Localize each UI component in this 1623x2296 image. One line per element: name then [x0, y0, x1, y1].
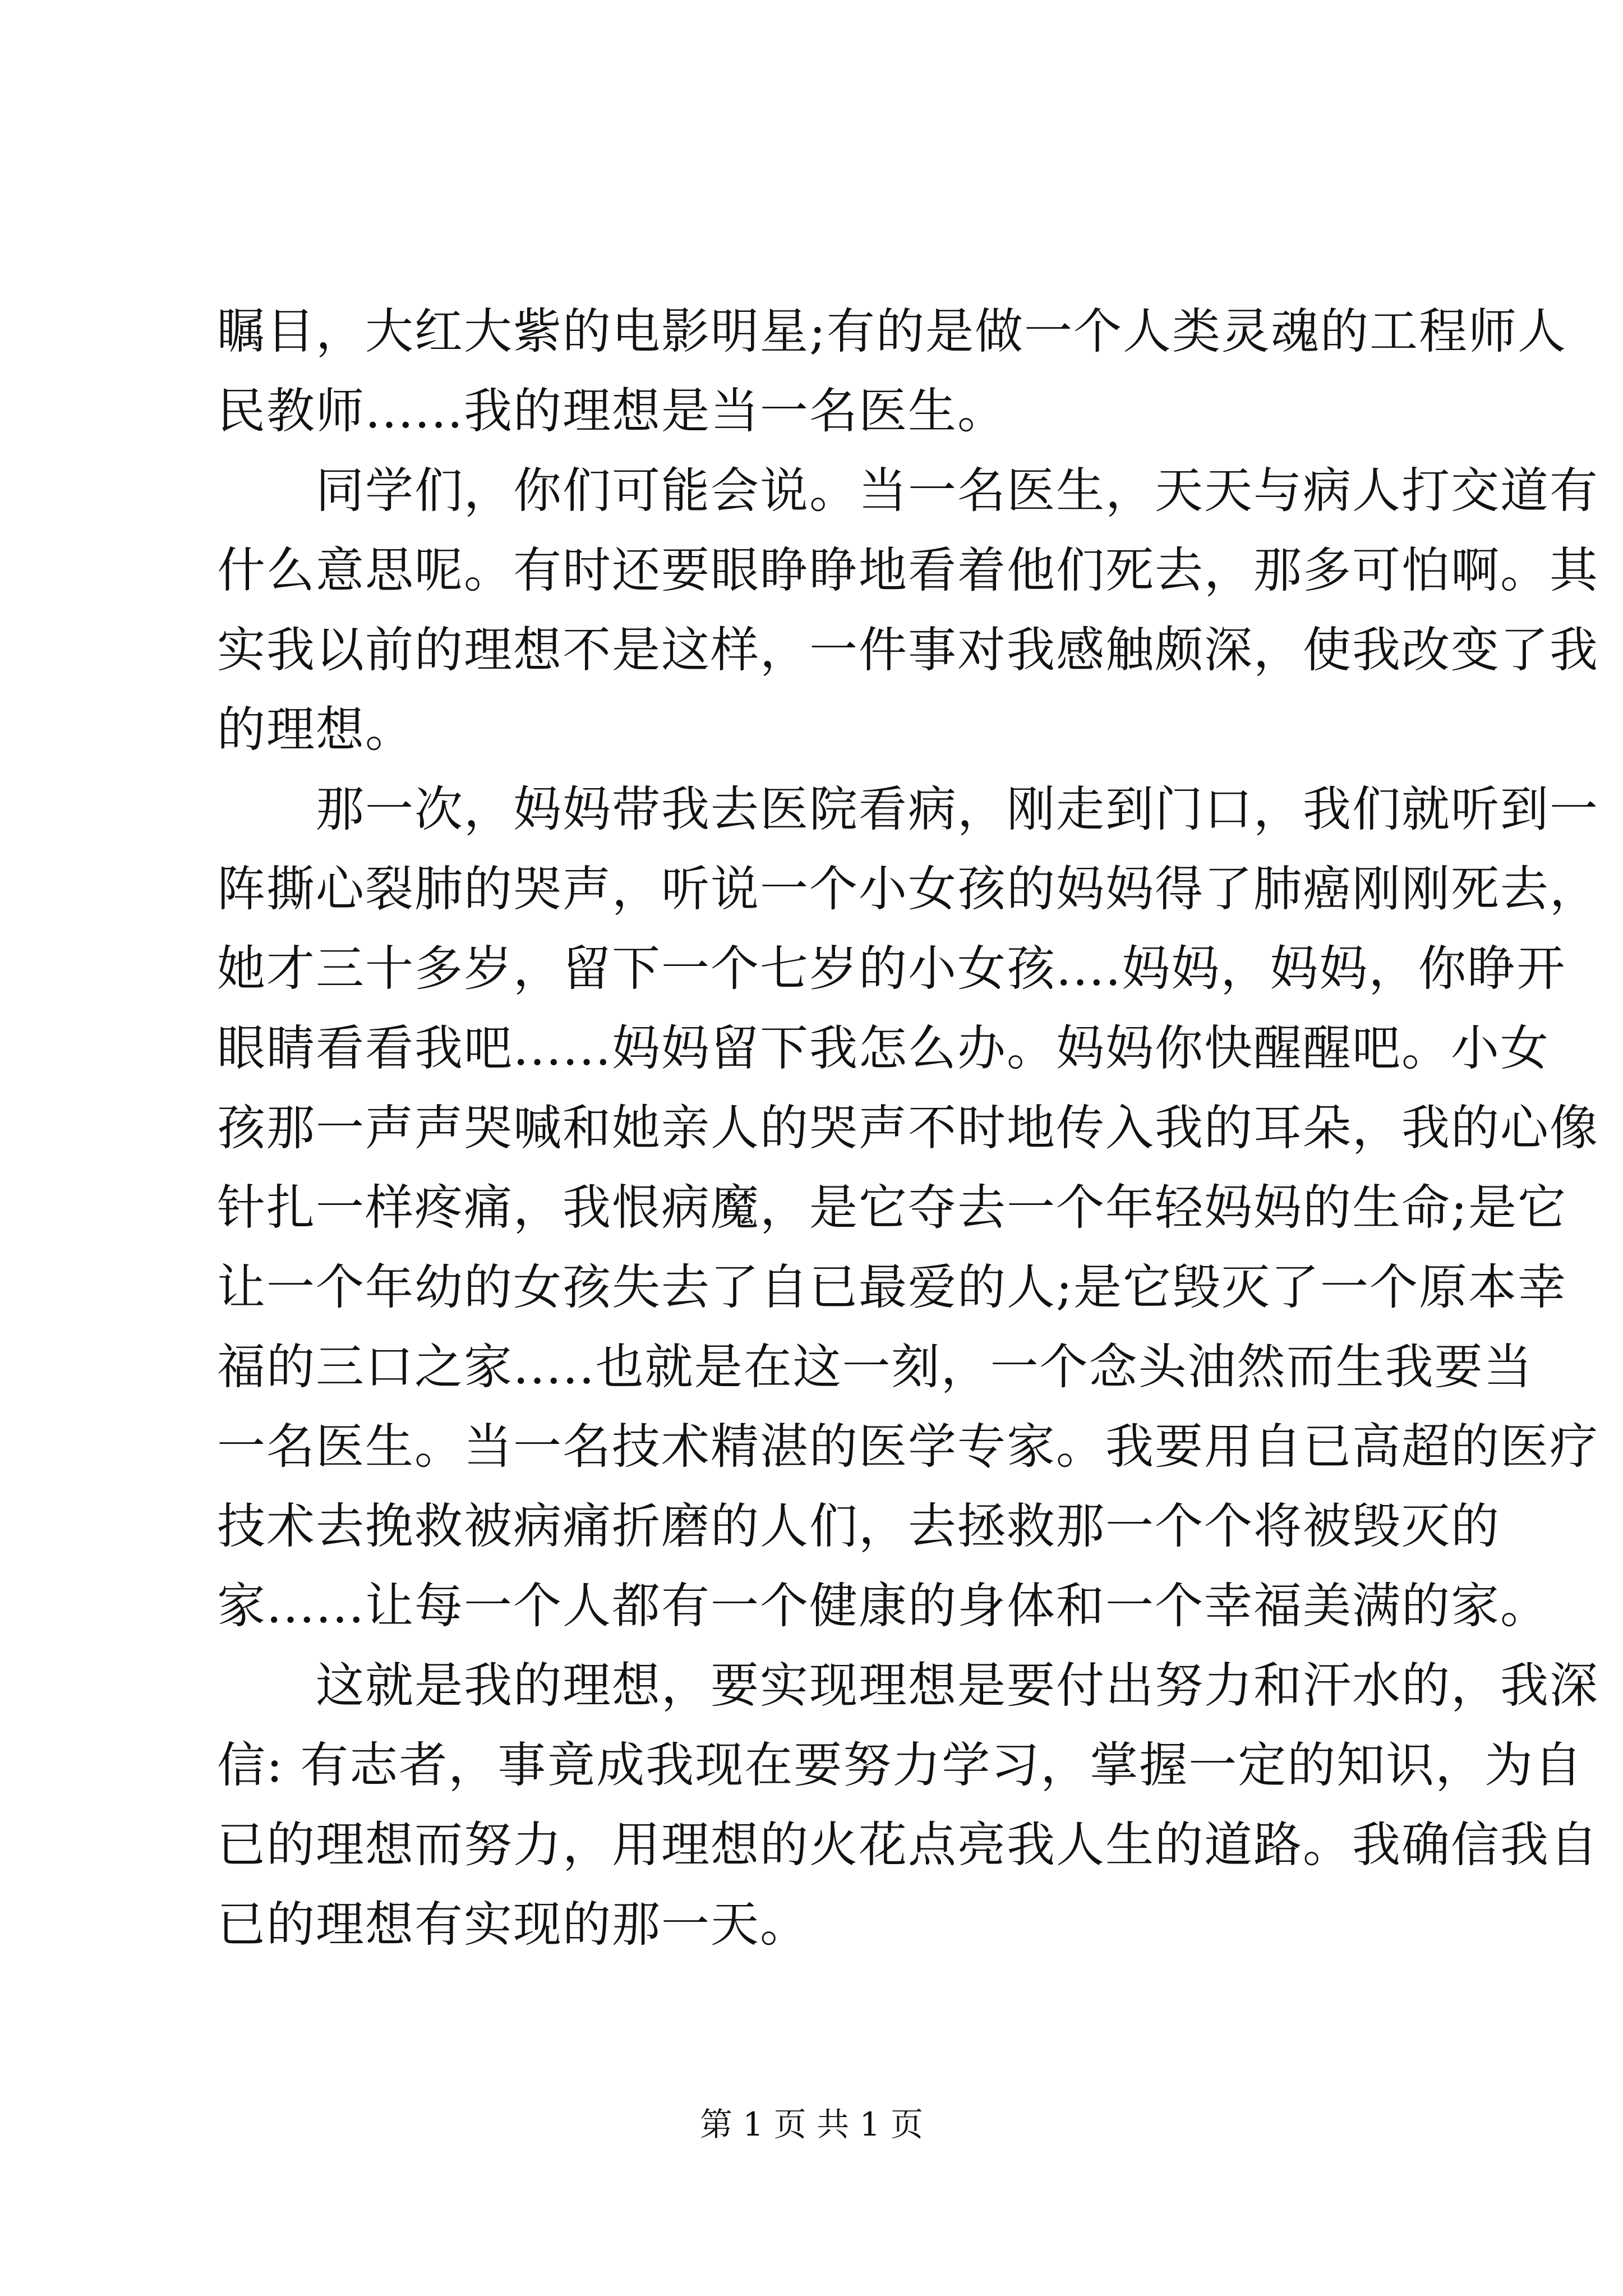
text-line: 什么意思呢。有时还要眼睁睁地看着他们死去，那多可怕啊。其: [217, 542, 1599, 599]
text-line: 她才三十多岁，留下一个七岁的小女孩....妈妈，妈妈，你睁开: [217, 941, 1566, 997]
text-line: 同学们，你们可能会说。当一名医生，天天与病人打交道有: [217, 463, 1599, 519]
text-line: 家......让每一个人都有一个健康的身体和一个幸福美满的家。: [217, 1578, 1550, 1634]
text-line: 孩那一声声哭喊和她亲人的哭声不时地传入我的耳朵，我的心像: [217, 1100, 1599, 1156]
text-line: 民教师......我的理想是当一名医生。: [217, 383, 1007, 439]
text-line: 阵撕心裂肺的哭声，听说一个小女孩的妈妈得了肺癌刚刚死去，: [217, 861, 1599, 917]
text-line: 那一次，妈妈带我去医院看病，刚走到门口，我们就听到一: [217, 781, 1599, 838]
document-body: [217, 292, 1599, 1964]
text-line: 的理想。: [217, 702, 414, 758]
text-line: 让一个年幼的女孩失去了自已最爱的人;是它毁灭了一个原本幸: [217, 1259, 1567, 1315]
page-number-footer: 第 1 页 共 1 页: [700, 2105, 923, 2143]
text-line: 瞩目，大红大紫的电影明星;有的是做一个人类灵魂的工程师人: [217, 303, 1567, 360]
text-line: 福的三口之家.....也就是在这一刻，一个念头油然而生我要当: [217, 1339, 1533, 1395]
text-line: 这就是我的理想，要实现理想是要付出努力和汗水的，我深: [217, 1658, 1599, 1714]
text-line: 针扎一样疼痛，我恨病魔，是它夺去一个年轻妈妈的生命;是它: [217, 1180, 1567, 1236]
text-line: 眼睛看看我吧......妈妈留下我怎么办。妈妈你快醒醒吧。小女: [217, 1020, 1550, 1076]
text-line: 信: 有志者，事竟成我现在要努力学习，掌握一定的知识，为自: [217, 1737, 1584, 1793]
text-line: 实我以前的理想不是这样，一件事对我感触颇深，使我改变了我: [217, 622, 1599, 678]
text-line: 一名医生。当一名技术精湛的医学专家。我要用自已高超的医疗: [217, 1419, 1599, 1475]
text-line: 技术去挽救被病痛折磨的人们，去拯救那一个个将被毁灭的: [217, 1498, 1500, 1554]
text-line: 已的理想而努力，用理想的火花点亮我人生的道路。我确信我自: [217, 1817, 1599, 1873]
text-line: 已的理想有实现的那一天。: [217, 1897, 809, 1953]
